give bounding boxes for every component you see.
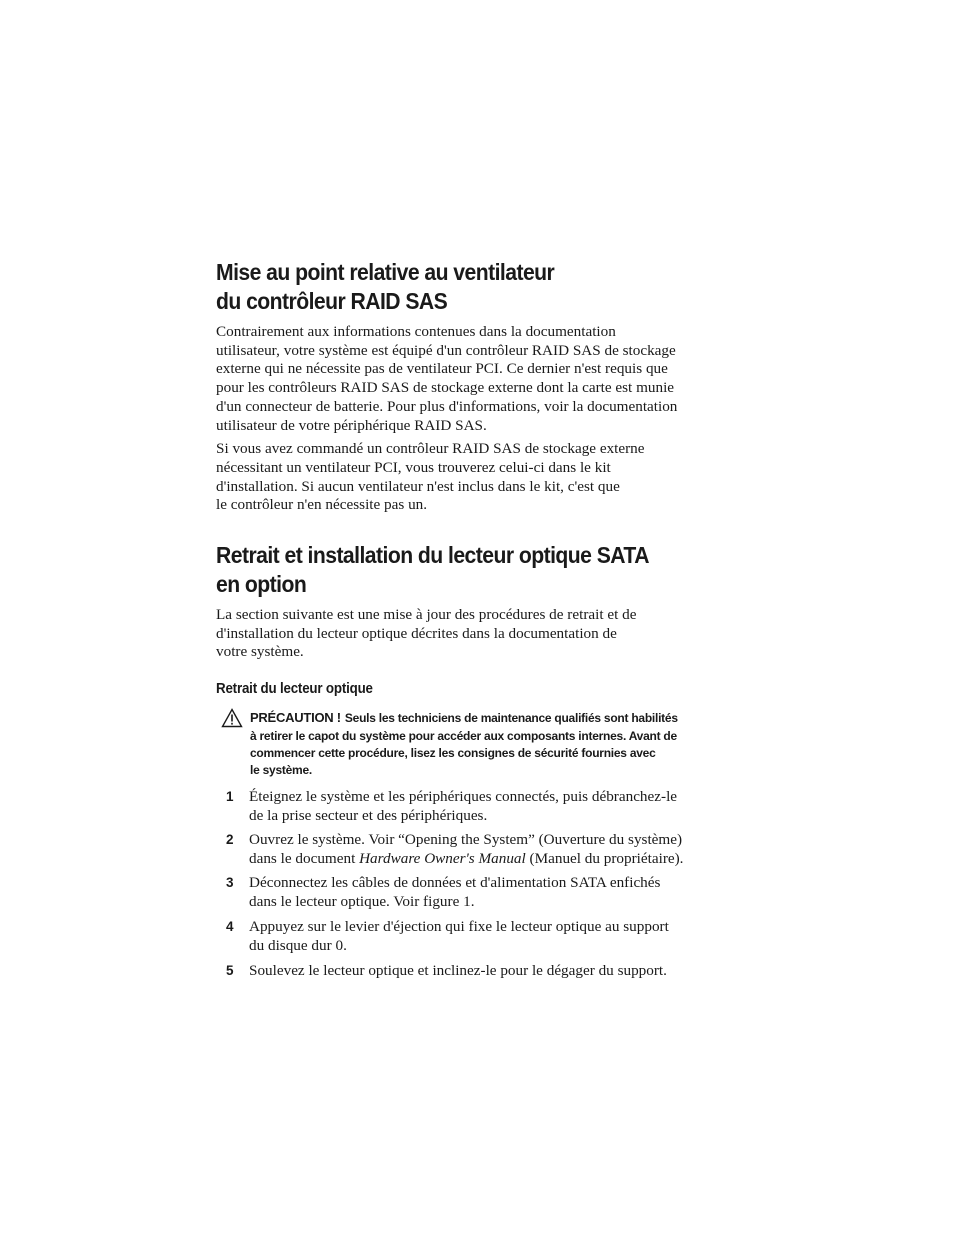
step-item [216, 961, 716, 980]
step-text: Appuyez sur le levier d'éjection qui fixe le lecteur optique au support du disque dur 0. [249, 917, 669, 954]
raid-fan-paragraph-1: Contrairement aux informations contenues dans la documentation utilisateur, votre système est équipé d'un contrôleur RAID SAS de stockage externe qui ne nécessite pas de ventilateur PCI. Ce dernier n'est requis que pour les contrôleurs RAID SAS de stockage externe dont la carte est munie d'un connecteur de batterie. Pour plus d'informations, voir la documentation utilisateur de votre périphérique RAID SAS. [216, 323, 678, 434]
step-text [249, 831, 683, 867]
removal-steps-list [216, 787, 716, 980]
caution-label: PRÉCAUTION ! [250, 710, 341, 726]
subheading-remove-optical-drive: Retrait du lecteur optique [216, 681, 373, 698]
step-number: 2 [226, 831, 234, 847]
page-content [216, 258, 716, 980]
caution-notice [216, 709, 716, 780]
step-text: Soulevez le lecteur optique et inclinez-le pour le dégager du support. [249, 961, 667, 979]
step-item [216, 830, 716, 868]
step-text: Déconnectez les câbles de données et d'alimentation SATA enfichés dans le lecteur optique. Voir figure 1. [249, 873, 661, 910]
optical-drive-intro: La section suivante est une mise à jour des procédures de retrait et de d'installation du lecteur optique décrites dans la documentation de votre système. [216, 606, 637, 661]
heading-optical-drive-line1: Retrait et installation du lecteur optique SATA [216, 542, 649, 569]
step-number: 5 [226, 962, 234, 978]
step-text: Éteignez le système et les périphériques connectés, puis débranchez-le de la prise secteur et des périphériques. [249, 787, 678, 824]
heading-raid-fan-line1: Mise au point relative au ventilateur [216, 259, 555, 285]
step-text-before: Ouvrez le système. Voir “Opening the System” (Ouverture du système) dans le document [249, 830, 683, 867]
heading-raid-fan [216, 258, 713, 316]
step-item [216, 873, 716, 911]
step-number: 1 [226, 788, 234, 804]
caution-triangle-icon [221, 708, 243, 728]
raid-fan-paragraph-2: Si vous avez commandé un contrôleur RAID SAS de stockage externe nécessitant un ventilateur PCI, vous trouverez celui-ci dans le kit d'installation. Si aucun ventilateur n'est inclus dans le kit, c'est que le contrôleur n'en nécessite pas un. [216, 440, 645, 514]
heading-raid-fan-line2: du contrôleur RAID SAS [216, 288, 448, 314]
caution-text: Seuls les techniciens de maintenance qualifiés sont habilités à retirer le capot du système pour accéder aux composants internes. Avant de commencer cette procédure, lisez les consignes de sécurité fournies avec le système. [250, 711, 678, 778]
step-text-after: (Manuel du propriétaire). [525, 849, 684, 867]
step-item [216, 917, 716, 955]
heading-optical-drive-line2: en option [216, 571, 307, 598]
heading-optical-drive [216, 541, 713, 599]
step-number: 3 [226, 874, 234, 890]
manual-title: Hardware Owner's Manual [359, 849, 526, 867]
step-number: 4 [226, 918, 234, 934]
step-item [216, 787, 716, 825]
